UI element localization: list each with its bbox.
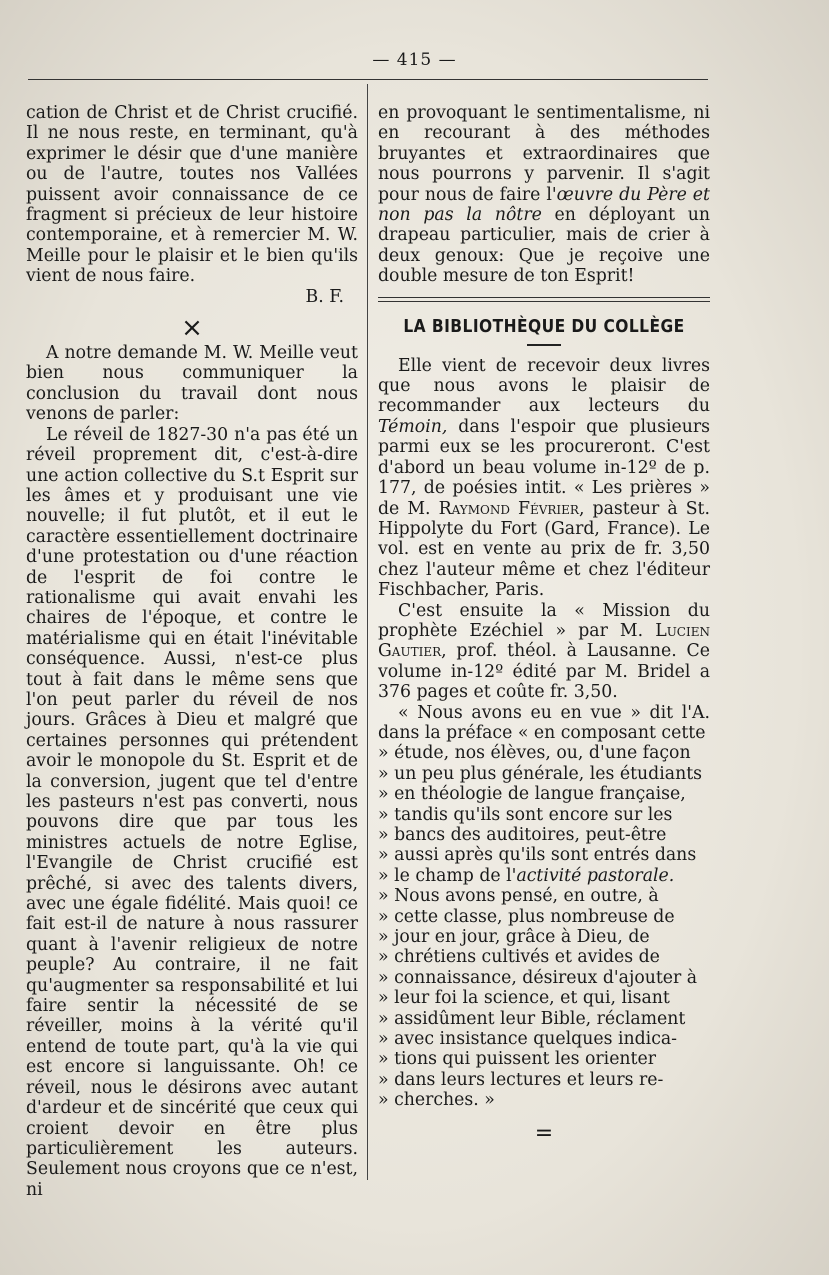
paragraph-closing: cation de Christ et de Christ crucifié. Il ne nous reste, en terminant, qu'à exprimer le désir que d'une manière ou de l'autre, toutes nos Vallées puissent avoir connaissance de ce fragment si précieux de leur histoire contemporaine, et à remercier M. W. Meille pour le plaisir et le bien qu'ils vient de nous faire. — [26, 103, 358, 287]
italic-phrase: œuvre du Père et non pas la nôtre — [378, 184, 710, 226]
text-run: C'est ensuite la « Mission du prophète Ezéchiel » par M. — [378, 600, 710, 641]
quote-line: » cherches. » — [378, 1090, 495, 1111]
quote-line: » connaissance, désireux d'ajouter à — [378, 967, 698, 988]
quote-line: » chrétiens cultivés et avides de — [378, 947, 660, 968]
text-run: » le champ de l' — [378, 865, 517, 886]
text-run: Elle vient de recevoir deux livres que nous avons le plaisir de recommander aux lecteurs du — [378, 355, 710, 417]
paragraph-reveil: Le réveil de 1827-30 n'a pas été un réveil proprement dit, c'est-à-dire une action collective du S.t Esprit sur les âmes et y produisant une vie nouvelle; il fut plutôt, et il eut le caractère essentiellement doctrinaire d'une protestation ou d'une réaction de l'esprit de foi contre le rationalisme qui avait envahi les chaires de l'époque, et contre le matérialisme qui en était l'inévitable conséquence. Aussi, n'est-ce plus tout à fait dans le même sens que l'on peut parler du réveil de nos jours. Grâces à Dieu et malgré que certaines personnes qui prétendent avoir le monopole du St. Esprit et de la conversion, jugent que tel d'entre les pasteurs n'est pas converti, nous pouvons dire que par tous les ministres actuels de notre Eglise, l'Evangile de Christ crucifié est prêché, si avec des talents divers, avec une égale fidélité. Mais quoi! ce fait est-il de nature à nous rassurer quant à l'avenir religieux de notre peuple? Au contraire, il ne fait qu'augmenter sa responsabilité et lui faire sentir la nécessité de se réveiller, moins à la vérité qu'il entend de toute part, qu'à la vie qui est encore si languissante. Oh! ce réveil, nous le désirons avec autant d'ardeur et de sincérité que ceux qui croient devoir en être plus particulièrement les auteurs. Seulement nous croyons que ce n'est, ni — [26, 424, 358, 1200]
end-mark: = — [534, 1120, 554, 1146]
text-run: en provoquant le sentimentalisme, ni en recourant à des méthodes bruyantes et extraordinaires que nous pourrons y parvenir. Il s'agit pour nous de faire l' — [378, 103, 710, 205]
left-column — [26, 103, 358, 1200]
preface-quote — [378, 743, 710, 1110]
text-run: dans l'espoir que plusieurs parmi eux se les procureront. C'est d'abord un beau volume in-12º de p. 177, de poésies intit. « Les prières » de M. — [378, 416, 710, 519]
paragraph-ezechiel — [378, 601, 710, 703]
quote-line: » en théologie de langue française, — [378, 784, 686, 805]
quote-line: » Nous avons pensé, en outre, à — [378, 886, 659, 907]
text-run: , prof. théol. à Lausanne. Ce volume in-12º édité par M. Bridel a 376 pages et coûte fr. 3,50. — [378, 641, 710, 703]
section-title: LA BIBLIOTHÈQUE DU COLLÈGE — [403, 315, 685, 337]
italic-phrase: activité pastorale. — [516, 865, 675, 886]
quote-line: » dans leurs lectures et leurs re- — [378, 1069, 664, 1090]
title-dash — [527, 344, 561, 346]
signature: B. F. — [305, 286, 344, 307]
quote-line — [378, 866, 710, 886]
quote-line: » étude, nos élèves, ou, d'une façon — [378, 743, 691, 764]
paragraph-intro: A notre demande M. W. Meille veut bien nous communiquer la conclusion du travail dont nous venons de parler: — [26, 343, 358, 425]
page-number: — 415 — — [372, 50, 457, 70]
author-name: Lucien Gautier — [378, 620, 710, 662]
quote-line: » leur foi la science, et qui, lisant — [378, 988, 670, 1009]
text-run: en déployant un drapeau particulier, mais de crier à deux genoux: Que je reçoive une double mesure de ton Esprit! — [378, 205, 710, 287]
quote-line: » cette classe, plus nombreuse de — [378, 906, 675, 927]
text-run: , pasteur à St. Hippolyte du Fort (Gard, France). Le vol. est en vente au prix de fr. 3,50 chez l'auteur même et chez l'éditeur Fischbacher, Paris. — [378, 498, 710, 601]
quote-line: » aussi après qu'ils sont entrés dans — [378, 845, 697, 866]
quote-line: » un peu plus générale, les étudiants — [378, 763, 703, 784]
paragraph-quote-intro: « Nous avons eu en vue » dit l'A. dans la préface « en composant cette — [378, 702, 710, 743]
column-divider — [367, 84, 368, 1180]
quote-line: » bancs des auditoires, peut-être — [378, 825, 667, 845]
italic-title: Témoin, — [378, 416, 448, 437]
quote-line: » avec insistance quelques indica- — [378, 1029, 678, 1050]
paragraph-continuation — [378, 103, 710, 287]
right-column — [378, 103, 710, 1145]
section-separator: × — [181, 313, 203, 344]
quote-line: » jour en jour, grâce à Dieu, de — [378, 927, 650, 948]
quote-line: » tandis qu'ils sont encore sur les — [378, 804, 673, 825]
paragraph-books — [378, 356, 710, 601]
double-rule — [378, 297, 710, 302]
quote-line: » tions qui puissent les orienter — [378, 1049, 656, 1070]
header-rule — [28, 79, 708, 80]
quote-line: » assidûment leur Bible, réclament — [378, 1008, 686, 1029]
author-name: Raymond Février — [438, 498, 579, 519]
